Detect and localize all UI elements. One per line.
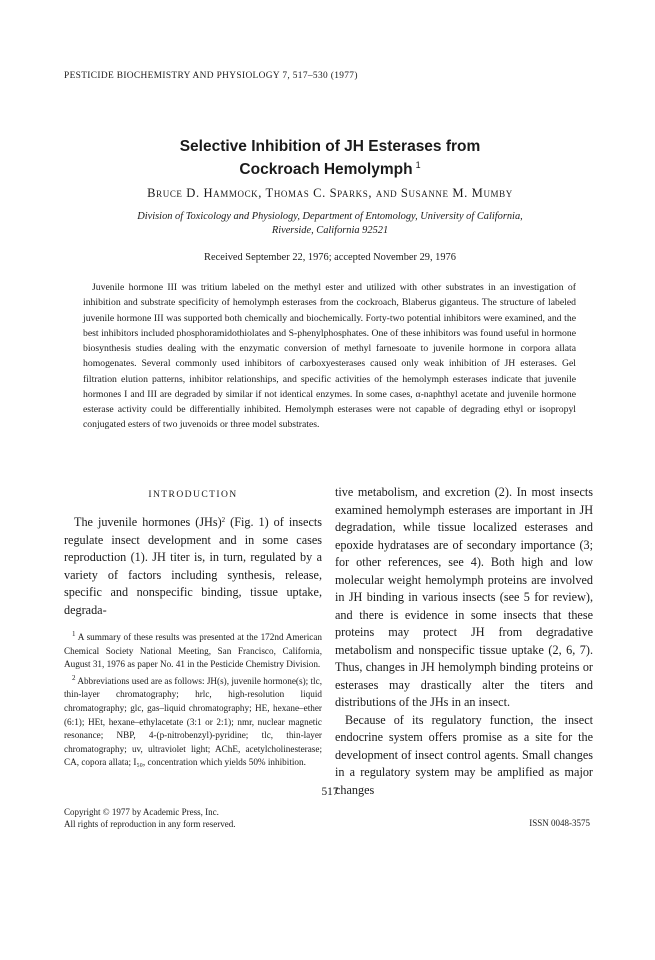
footnote-1	[64, 628, 322, 672]
right-paragraph-1: tive metabolism, and excretion (2). In most insects examined hemolymph esterases are important in JH degradation, while tissue localized esterases and epoxide hydratases are of secondary importance (3; for other references, see 4). Both high and low molecular weight hemolymph proteins are involved in JH binding in various insects (see 5 for review), and there is evidence in some insects that these proteins may protect JH from degradative metabolism and nonspecific tissue uptake (2, 6, 7). Thus, changes in JH hemolymph binding proteins or esterases may drastically alter the titers and distributions of the JHs in an insect.	[335, 485, 593, 709]
footnote-2	[64, 672, 322, 770]
article-title-line1: Selective Inhibition of JH Esterases from	[179, 138, 481, 155]
intro-text-start: The juvenile hormones (JHs)	[74, 515, 222, 529]
issn: ISSN 0048-3575	[529, 818, 590, 828]
copyright-line1: Copyright © 1977 by Academic Press, Inc.	[64, 807, 219, 817]
affiliation-line1: Division of Toxicology and Physiology, Department of Entomology, University of California,	[137, 211, 523, 222]
author-list: Bruce D. Hammock, Thomas C. Sparks, and Susanne M. Mumby	[147, 186, 513, 200]
page-number: 517	[321, 786, 339, 798]
copyright-line2: All rights of reproduction in any form reserved.	[64, 818, 236, 829]
affiliation-line2: Riverside, California 92521	[271, 225, 389, 236]
section-heading-introduction: INTRODUCTION	[148, 489, 238, 500]
journal-header: PESTICIDE BIOCHEMISTRY AND PHYSIOLOGY 7, 517–530 (1977)	[64, 71, 358, 81]
intro-paragraph	[64, 512, 322, 619]
abstract: Juvenile hormone III was tritium labeled on the methyl ester and utilized with other substrates in an investigation of inhibition and substrate specificity of hemolymph esterases from the cockroach, Blaberus giganteus. The structure of labeled juvenile hormone III was supported both chemically and biochemically. Forty-two potential inhibitors were examined, and the best inhibitors included phosphoramidothiolates and S-phenylphosphates. One of these inhibitors was found useful in hormone biosynthesis studies dealing with the enzymatic conversion of methyl farnesoate to juvenile hormone in corpora allata homogenates. Several commonly used inhibitors of carboxyesterases caused only weak inhibition of JH esterases. Gel filtration elution patterns, inhibitor relationships, and specific activities of the hemolymph esterases indicate that juvenile hormones I and III are degraded by similar if not identical enzymes. In some cases, α-naphthyl acetate and juvenile hormone esterase activity could be differentially inhibited. Hemolymph esterases were not capable of degrading ethyl or isopropyl conjugated esters of two juvenoids or three model substrates.	[83, 282, 576, 431]
footnote-ref-2: 2	[221, 516, 226, 524]
left-column	[64, 484, 322, 770]
footnote-1-mark: 1	[72, 630, 76, 638]
footnote-2-mark: 2	[72, 673, 76, 682]
intro-text-end: (Fig. 1) of insects regulate insect development and in some cases reproduction (1). JH titer is, in turn, regulated by a variety of factors including synthesis, release, specific and nonspecific binding, tissue uptake, degrada-	[64, 515, 322, 617]
received-dates: Received September 22, 1976; accepted November 29, 1976	[204, 252, 456, 263]
footnotes	[64, 628, 322, 770]
footnote-2-text: Abbreviations used are as follows: JH(s), juvenile hormone(s); tlc, thin-layer chromatography; hrlc, high-resolution liquid chromatography; glc, gas–liquid chromatography; HE, hexane–ether (6:1); HEt, hexane–ethylacetate (3:1 or 2:1); nmr, nuclear magnetic resonance; NBP, 4-(p-nitrobenzyl)-pyridine; tlc, thin-layer chromatography; uv, ultraviolet light; AChE, acetylcholinesterase; CA, copora allata; I₅₀, concentration which yields 50% inhibition.	[64, 675, 322, 768]
right-paragraph-2: Because of its regulatory function, the insect endocrine system offers promise as a site for the development of insect control agents. Small changes in a regulatory system may be amplified as major changes	[335, 712, 593, 797]
right-column	[335, 484, 593, 799]
affiliation	[60, 210, 600, 238]
article-title-text: Cockroach Hemolymph	[239, 161, 413, 178]
article-title-line2	[60, 156, 600, 179]
footnote-1-text: A summary of these results was presented at the 172nd American Chemical Society National Meeting, San Francisco, California, August 31, 1976 as paper No. 41 in the Pesticide Chemistry Division.	[64, 632, 322, 670]
copyright-notice	[64, 807, 364, 830]
title-footnote-mark: 1	[415, 160, 421, 170]
